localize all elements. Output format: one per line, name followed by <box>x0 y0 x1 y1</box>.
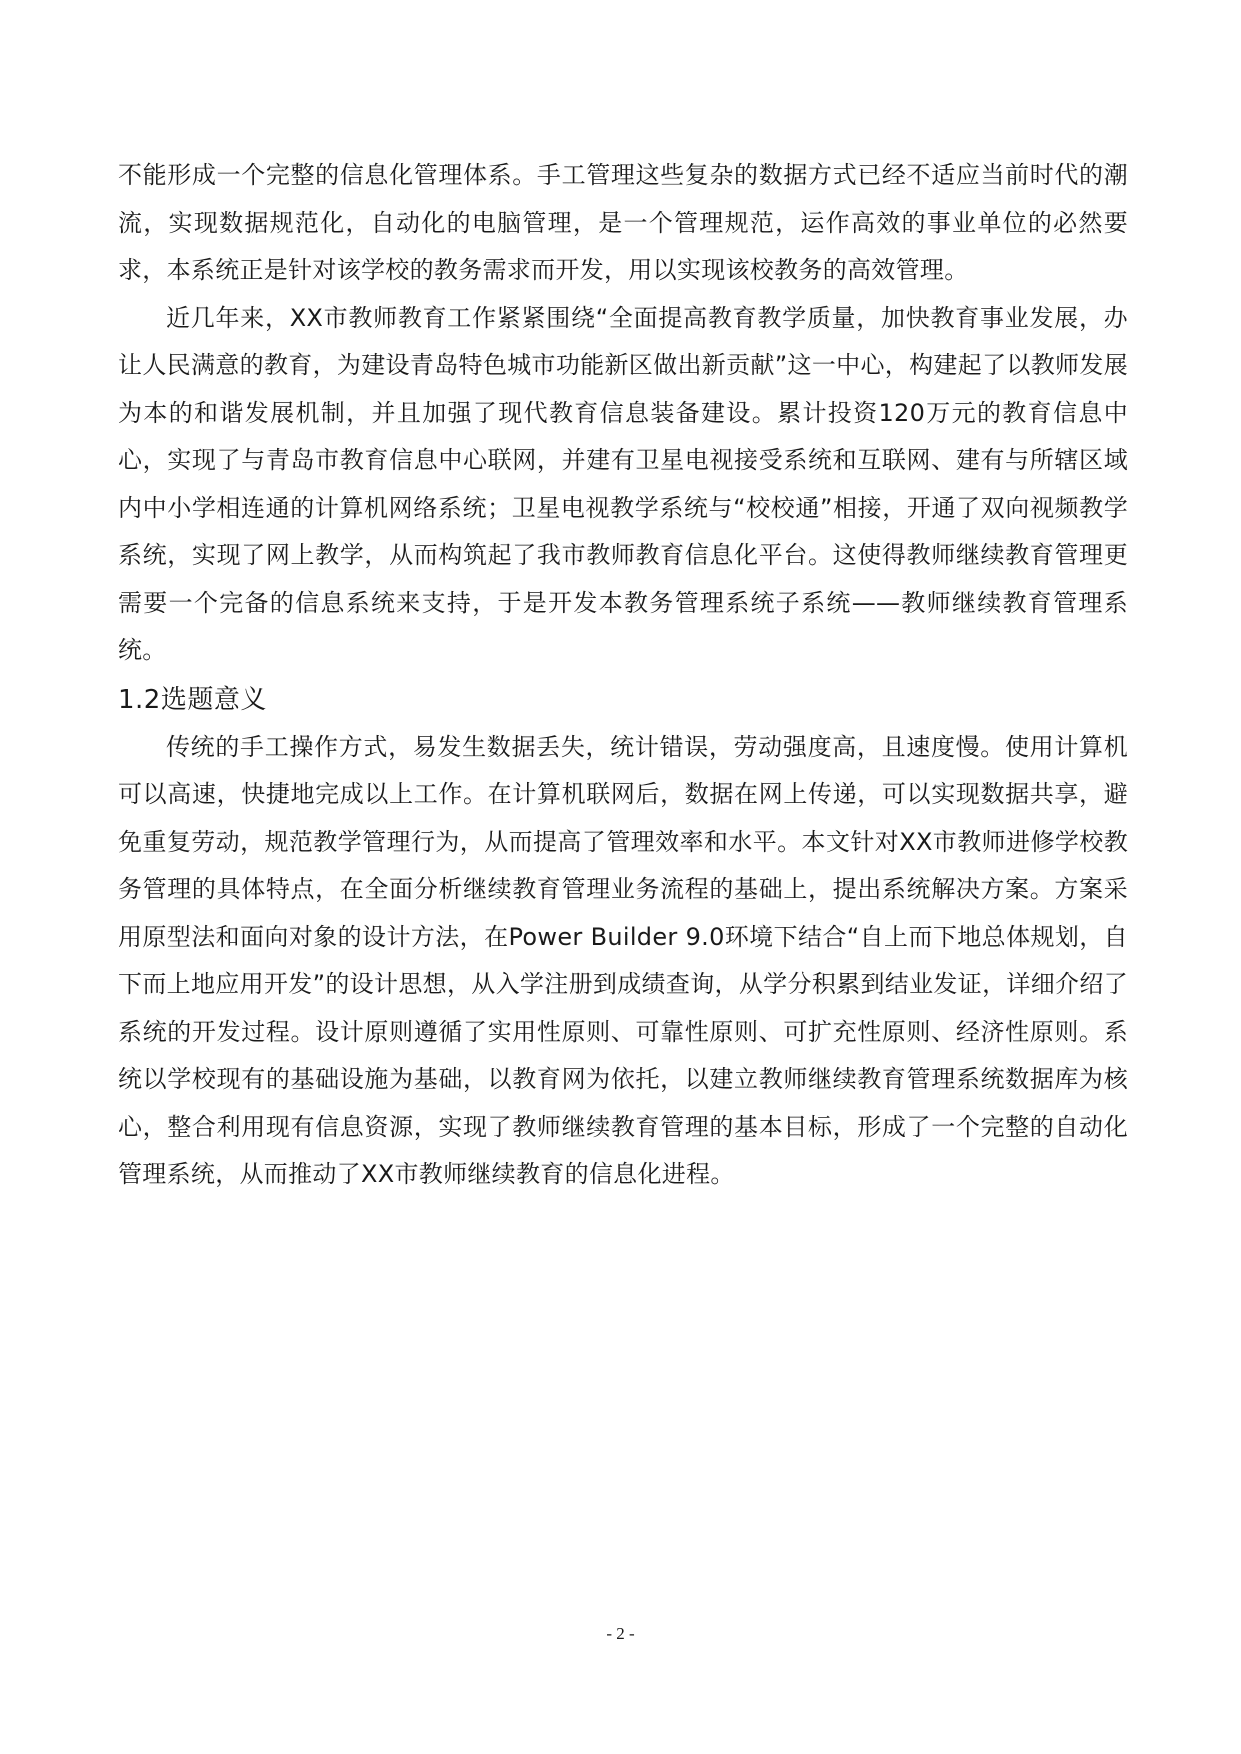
paragraph-background: 近几年来，XX市教师教育工作紧紧围绕“全面提高教育教学质量，加快教育事业发展，办让人民满意的教育，为建设青岛特色城市功能新区做出新贡献”这一中心，构建起了以教师发展为本的和谐发展机制，并且加强了现代教育信息装备建设。累计投资120万元的教育信息中心，实现了与青岛市教育信息中心联网，并建有卫星电视接受系统和互联网、建有与所辖区域内中小学相连通的计算机网络系统；卫星电视教学系统与“校校通”相接，开通了双向视频教学系统，实现了网上教学，从而构筑起了我市教师教育信息化平台。这使得教师继续教育管理更需要一个完备的信息系统来支持，于是开发本教务管理系统子系统——教师继续教育管理系统。 <box>118 303 1128 664</box>
paragraph-significance: 传统的手工操作方式，易发生数据丢失，统计错误，劳动强度高，且速度慢。使用计算机可以高速，快捷地完成以上工作。在计算机联网后，数据在网上传递，可以实现数据共享，避免重复劳动，规范教学管理行为，从而提高了管理效率和水平。本文针对XX市教师进修学校教务管理的具体特点，在全面分析继续教育管理业务流程的基础上，提出系统解决方案。方案采用原型法和面向对象的设计方法，在Power Builder 9.0环境下结合“自上而下地总体规划，自下而上地应用开发”的设计思想，从入学注册到成绩查询，从学分积累到结业发证，详细介绍了系统的开发过程。设计原则遵循了实用性原则、可靠性原则、可扩充性原则、经济性原则。系统以学校现有的基础设施为基础，以教育网为依托，以建立教师继续教育管理系统数据库为核心，整合利用现有信息资源，实现了教师继续教育管理的基本目标，形成了一个完整的自动化管理系统，从而推动了XX市教师继续教育的信息化进程。 <box>118 732 1128 1188</box>
section-heading: 1.2选题意义 <box>118 684 267 715</box>
paragraph-continuation: 不能形成一个完整的信息化管理体系。手工管理这些复杂的数据方式已经不适应当前时代的潮流，实现数据规范化，自动化的电脑管理，是一个管理规范，运作高效的事业单位的必然要求，本系统正是针对该学校的教务需求而开发，用以实现该校教务的高效管理。 <box>118 161 1128 284</box>
document-body <box>118 152 1128 1199</box>
page-number: - 2 - <box>606 1624 635 1643</box>
